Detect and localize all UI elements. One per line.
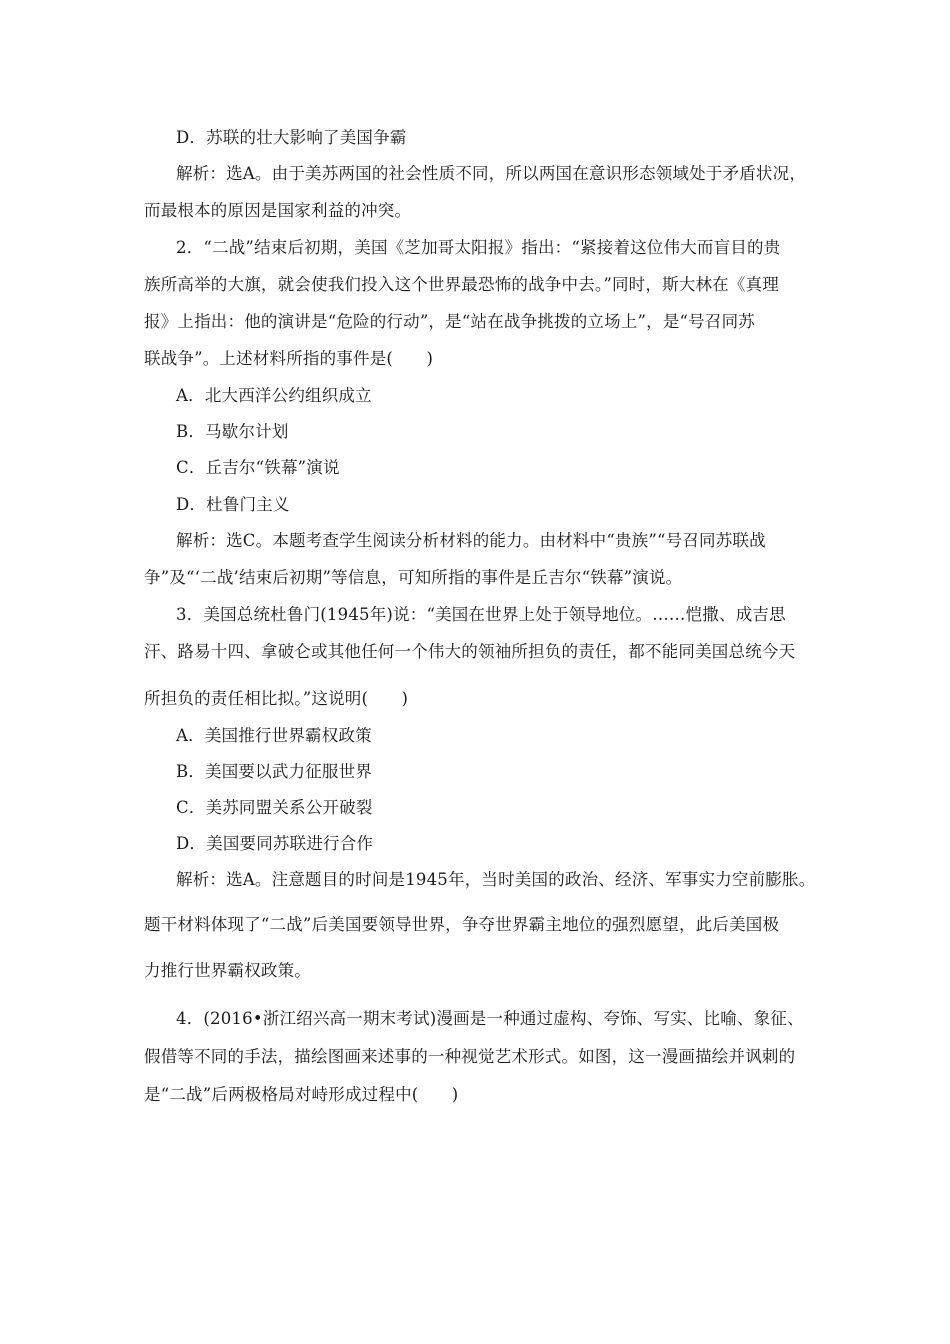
question-3-line3: 所担负的责任相比拟。”这说明( ): [144, 689, 409, 708]
analysis-q2-line1: 解析：选C。本题考查学生阅读分析材料的能力。由材料中“贵族”“号召同苏联战: [176, 531, 766, 550]
analysis-q2-line2: 争”及“‘二战’结束后初期”等信息，可知所指的事件是丘吉尔“铁幕”演说。: [144, 568, 683, 587]
option-b-q2: B．马歇尔计划: [176, 422, 289, 441]
analysis-q3-line1: 解析：选A。注意题目的时间是1945年，当时美国的政治、经济、军事实力空前膨胀。: [176, 870, 816, 889]
question-4-line1: 4．(2016•浙江绍兴高一期末考试)漫画是一种通过虚构、夸饰、写实、比喻、象征、: [176, 1009, 804, 1028]
option-d-q3: D．美国要同苏联进行合作: [176, 834, 374, 853]
question-3-line1: 3．美国总统杜鲁门(1945年)说：“美国在世界上处于领导地位。……恺撒、成吉思: [176, 605, 786, 624]
question-4-line3: 是“二战”后两极格局对峙形成过程中( ): [144, 1085, 459, 1104]
option-b-q3: B．美国要以武力征服世界: [176, 762, 373, 781]
option-a-q3: A．美国推行世界霸权政策: [176, 726, 372, 745]
option-d-q2: D．杜鲁门主义: [176, 495, 290, 514]
analysis-q1-line2: 而最根本的原因是国家利益的冲突。: [144, 201, 412, 220]
question-3-line2: 汗、路易十四、拿破仑或其他任何一个伟大的领袖所担负的责任，都不能同美国总统今天: [144, 642, 796, 661]
analysis-q1-line1: 解析：选A。由于美苏两国的社会性质不同，所以两国在意识形态领域处于矛盾状况，: [176, 164, 807, 183]
option-c-q2: C．丘吉尔“铁幕”演说: [176, 458, 340, 477]
option-c-q3: C．美苏同盟关系公开破裂: [176, 798, 373, 817]
question-2-line3: 报》上指出：他的演讲是“危险的行动”，是“站在战争挑拨的立场上”，是“号召同苏: [144, 312, 755, 331]
question-2-line2: 族所高举的大旗，就会使我们投入这个世界最恐怖的战争中去。”同时，斯大林在《真理: [144, 275, 779, 294]
option-d-q1: D．苏联的壮大影响了美国争霸: [176, 128, 407, 147]
analysis-q3-line2: 题干材料体现了“二战”后美国要领导世界，争夺世界霸主地位的强烈愿望，此后美国极: [144, 915, 780, 934]
analysis-q3-line3: 力推行世界霸权政策。: [144, 961, 311, 980]
option-a-q2: A．北大西洋公约组织成立: [176, 386, 372, 405]
question-2-line4: 联战争”。上述材料所指的事件是( ): [144, 349, 434, 368]
question-4-line2: 假借等不同的手法，描绘图画来述事的一种视觉艺术形式。如图，这一漫画描绘并讽刺的: [144, 1047, 796, 1066]
question-2-line1: 2．“二战”结束后初期，美国《芝加哥太阳报》指出：“紧接着这位伟大而盲目的贵: [176, 238, 781, 257]
